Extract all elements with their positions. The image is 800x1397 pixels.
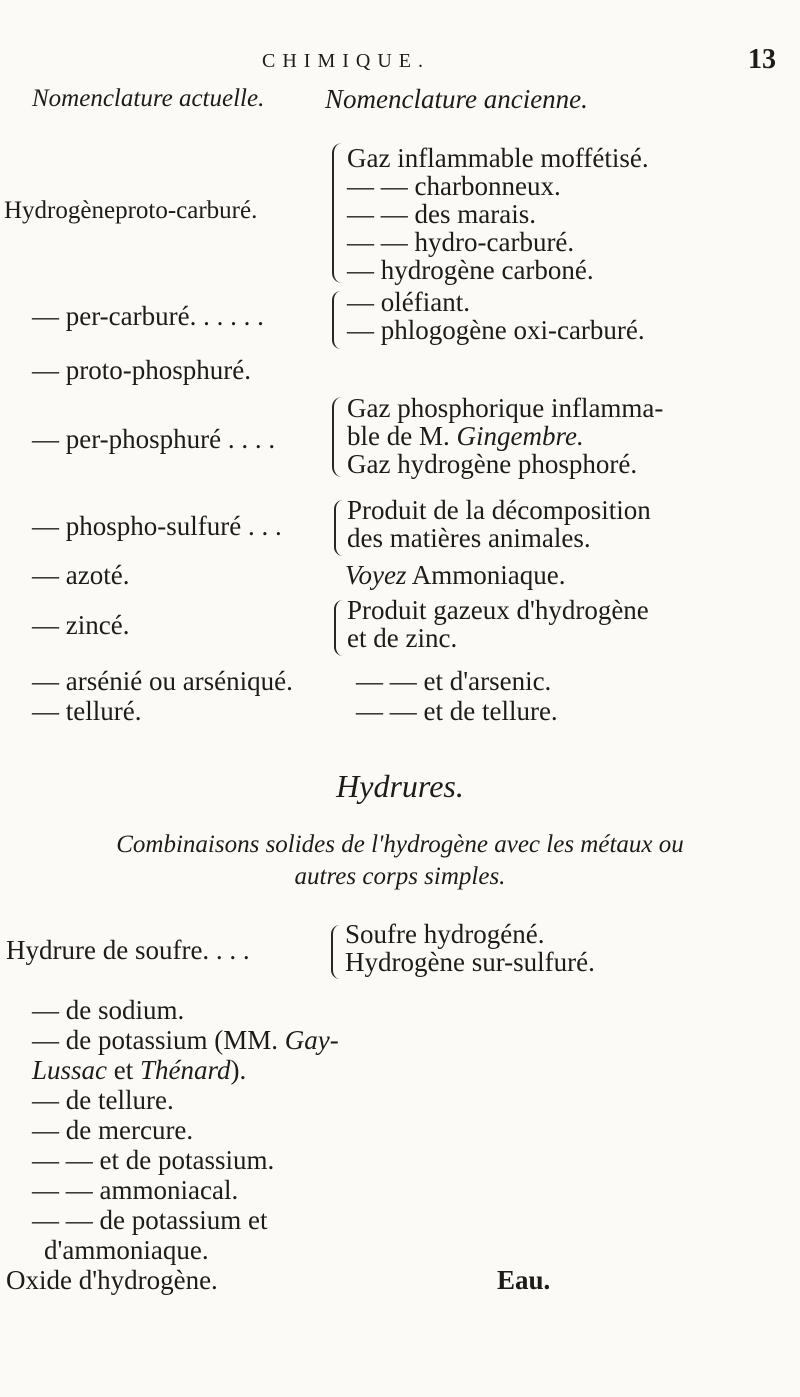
synonym-line: — oléfiant. xyxy=(347,287,470,317)
brace-hydrure-soufre xyxy=(331,925,340,979)
synonym-line: Produit gazeux d'hydrogène xyxy=(347,595,649,625)
synonym-line: Gaz phosphorique inflamma- xyxy=(347,393,664,423)
brace-per-carbure xyxy=(332,291,341,349)
author-name: Lussac xyxy=(32,1055,108,1085)
term-phospho-sulfure: — phospho-sulfuré . . . xyxy=(32,511,282,541)
synonym-line: et de zinc. xyxy=(347,623,458,653)
running-title: CHIMIQUE. xyxy=(262,50,430,72)
old-name-arsenie: — — et d'arsenic. xyxy=(356,666,552,696)
item-text: — de potassium (MM. xyxy=(32,1025,285,1055)
author-name: Gay- xyxy=(284,1025,339,1055)
synonym-line: Produit de la décomposition xyxy=(347,495,651,525)
brace-per-phosphure xyxy=(332,397,342,477)
section-subheading: autres corps simples. xyxy=(294,863,506,890)
see-label: Voyez xyxy=(345,560,407,590)
brace-zince xyxy=(334,600,343,656)
see-target: Ammoniaque. xyxy=(411,560,566,590)
hydrure-item xyxy=(32,1055,246,1085)
term-tellure: — telluré. xyxy=(32,696,142,726)
item-text: ). xyxy=(230,1055,247,1085)
column-heading-current: Nomenclature actuelle. xyxy=(32,85,265,112)
synonym-line xyxy=(347,421,584,451)
hydrure-item: — — ammoniacal. xyxy=(32,1175,239,1205)
author-name: Gingembre. xyxy=(456,421,584,451)
hydrure-item: — de mercure. xyxy=(32,1115,194,1145)
see-reference xyxy=(345,560,565,590)
term-hydrure-de-soufre: Hydrure de soufre. . . . xyxy=(6,935,250,965)
brace-proto-carbure xyxy=(332,143,343,283)
hydrure-item: d'ammoniaque. xyxy=(44,1235,209,1265)
synonym-line: Gaz inflammable moffétisé. xyxy=(347,143,649,173)
synonym-line: Gaz hydrogène phosphoré. xyxy=(347,449,638,479)
synonym-line: Soufre hydrogéné. xyxy=(345,919,545,949)
synonym-line: — — hydro-carburé. xyxy=(347,227,575,257)
synonym-line: — phlogogène oxi-carburé. xyxy=(347,315,645,345)
term-azote: — azoté. xyxy=(32,560,130,590)
hydrure-item: — — de potassium et xyxy=(32,1205,268,1235)
hydrure-item: — — et de potassium. xyxy=(32,1145,275,1175)
synonym-text: ble de M. xyxy=(347,421,457,451)
item-text: et xyxy=(107,1055,141,1085)
column-heading-old: Nomenclature ancienne. xyxy=(325,84,588,114)
term-zince: — zincé. xyxy=(32,610,130,640)
synonym-line: des matières animales. xyxy=(347,523,591,553)
section-heading-hydrures: Hydrures. xyxy=(336,768,464,804)
synonym-line: — hydrogène carboné. xyxy=(347,255,594,285)
term-proto-phosphure: — proto-phosphuré. xyxy=(32,355,251,385)
old-name-tellure: — — et de tellure. xyxy=(356,696,558,726)
synonym-line: — — charbonneux. xyxy=(347,171,561,201)
author-name: Thénard xyxy=(140,1055,231,1085)
hydrure-item: — de tellure. xyxy=(32,1085,174,1115)
page-number: 13 xyxy=(748,44,776,75)
term-arsenie: — arsénié ou arséniqué. xyxy=(32,666,293,696)
hydrure-item: — de sodium. xyxy=(32,995,185,1025)
hydrure-item xyxy=(32,1025,339,1055)
brace-phospho-sulfure xyxy=(334,500,343,556)
term-per-phosphure: — per-phosphuré . . . . xyxy=(32,424,276,454)
synonym-line: Hydrogène sur-sulfuré. xyxy=(345,947,595,977)
synonym-line: — — des marais. xyxy=(347,199,536,229)
term-oxide-hydrogene: Oxide d'hydrogène. xyxy=(6,1265,218,1295)
term-per-carbure: — per-carburé. . . . . . xyxy=(32,301,264,331)
term-hydrogene-proto-carbure: Hydrogèneproto-carburé. xyxy=(4,197,258,224)
old-name-eau: Eau. xyxy=(497,1265,551,1295)
section-subheading: Combinaisons solides de l'hydrogène avec les métaux ou xyxy=(116,831,684,858)
